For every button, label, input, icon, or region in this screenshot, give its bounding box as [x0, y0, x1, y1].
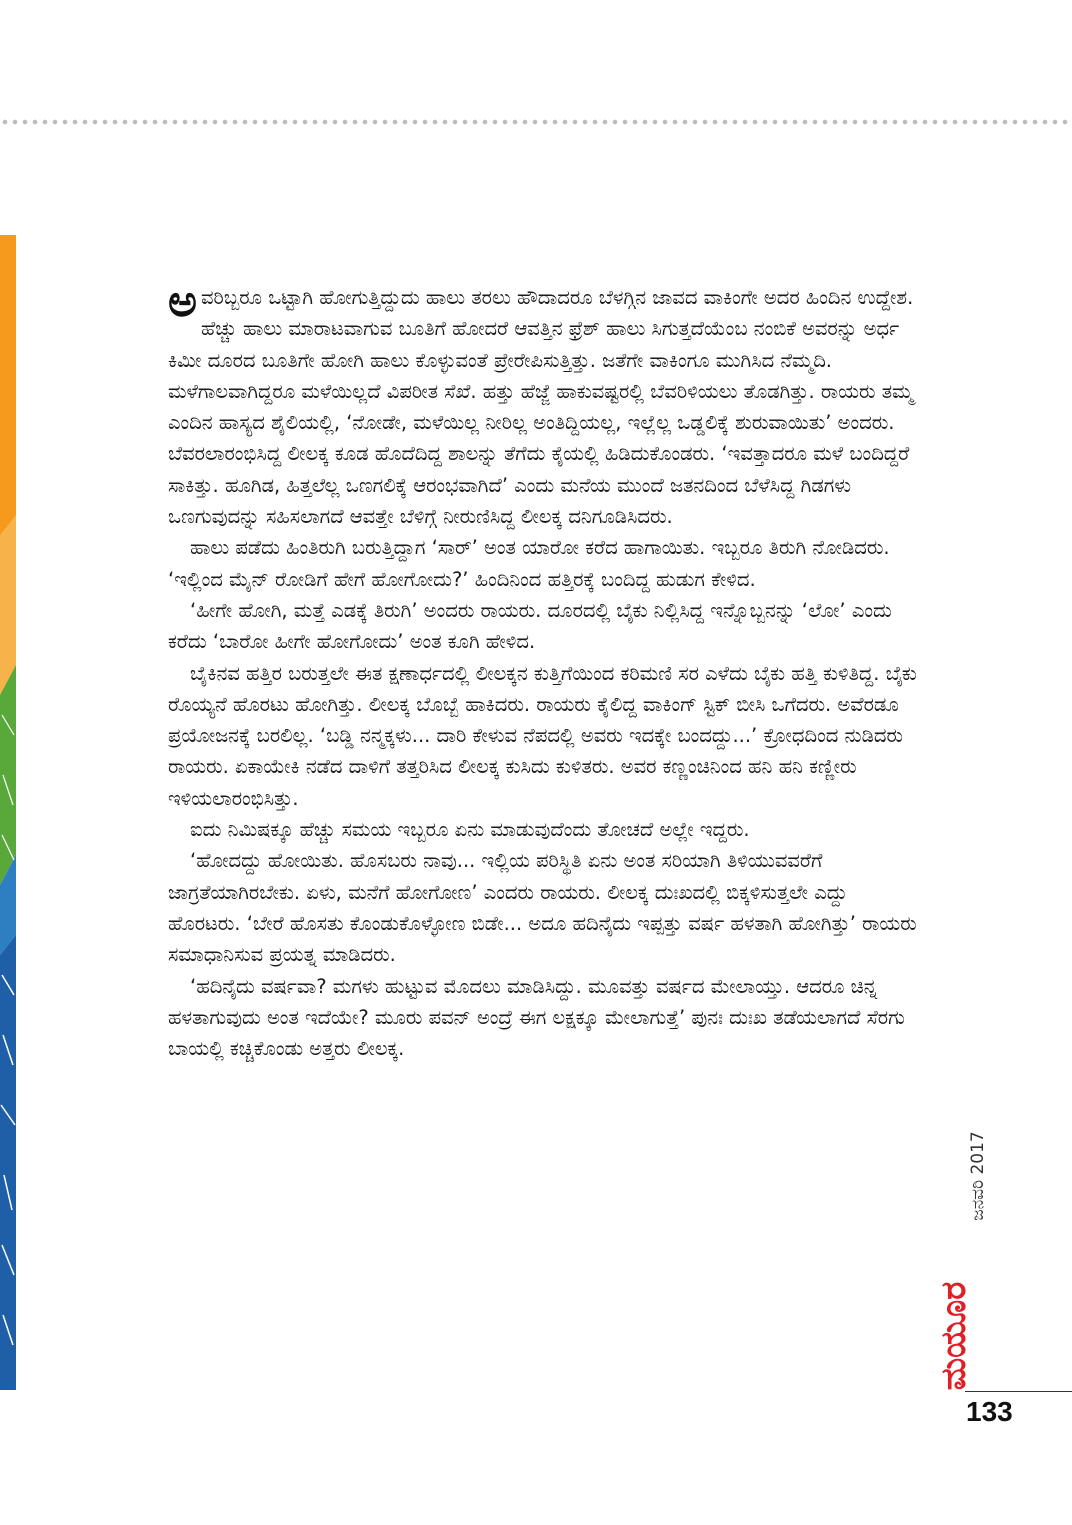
paragraph: ‘ಹೀಗೇ ಹೋಗಿ, ಮತ್ತೆ ಎಡಕ್ಕೆ ತಿರುಗಿ’ ಅಂದರು ರಾಯರು. ದೂರದಲ್ಲಿ ಬೈಕು ನಿಲ್ಲಿಸಿದ್ದ ಇನ್ನೊಬ್ಬನನ್ನು ‘ಲೋ’ ಎಂದು ಕರೆದು ‘ಬಾರೋ ಹೀಗೇ ಹೋಗೋದು’ ಅಂತ ಕೂಗಿ ಹೇಳಿದ. [168, 598, 892, 654]
issue-date: ಜನವರಿ 2017 [968, 1131, 988, 1221]
side-decoration [0, 235, 16, 1390]
paragraph: ‘ಹದಿನೈದು ವರ್ಷವಾ? ಮಗಳು ಹುಟ್ಟುವ ಮೊದಲು ಮಾಡಿಸಿದ್ದು. ಮೂವತ್ತು ವರ್ಷದ ಮೇಲಾಯ್ತು. ಆದರೂ ಚಿನ್ನ ಹಳತಾಗುವುದು ಅಂತ ಇದೆಯೇ? ಮೂರು ಪವನ್ ಅಂದ್ರೆ ಈಗ ಲಕ್ಷಕ್ಕೂ ಮೇಲಾಗುತ್ತೆ’ ಪುನಃ ದುಃಖ ತಡೆಯಲಾಗದೆ ಸೆರಗು ಬಾಯಲ್ಲಿ ಕಚ್ಚಿಕೊಂಡು ಅತ್ತರು ಲೀಲಕ್ಕ. [168, 974, 905, 1061]
paragraph: ಬೈಕಿನವ ಹತ್ತಿರ ಬರುತ್ತಲೇ ಈತ ಕ್ಷಣಾರ್ಧದಲ್ಲಿ ಲೀಲಕ್ಕನ ಕುತ್ತಿಗೆಯಿಂದ ಕರಿಮಣಿ ಸರ ಎಳೆದು ಬೈಕು ಹತ್ತಿ ಕುಳಿತಿದ್ದ. ಬೈಕು ರೊಯ್ಯನೆ ಹೊರಟು ಹೋಗಿತ್ತು. ಲೀಲಕ್ಕ ಬೊಬ್ಬೆ ಹಾಕಿದರು. ರಾಯರು ಕೈಲಿದ್ದ ವಾಕಿಂಗ್ ಸ್ಟಿಕ್ ಬೀಸಿ ಒಗೆದರು. ಅವೆರಡೂ ಪ್ರಯೋಜನಕ್ಕೆ ಬರಲಿಲ್ಲ. ‘ಬಡ್ಡಿ ನನ್ಮಕ್ಕಳು... ದಾರಿ ಕೇಳುವ ನೆಪದಲ್ಲಿ ಅವರು ಇದಕ್ಕೇ ಬಂದದ್ದು...’ ಕ್ರೋಧದಿಂದ ನುಡಿದರು ರಾಯರು. ಏಕಾಯೇಕಿ ನಡೆದ ದಾಳಿಗೆ ತತ್ತರಿಸಿದ ಲೀಲಕ್ಕ ಕುಸಿದು ಕುಳಿತರು. ಅವರ ಕಣ್ಣಂಚಿನಿಂದ ಹನಿ ಹನಿ ಕಣ್ಣೀರು ಇಳಿಯಲಾರಂಭಿಸಿತ್ತು. [168, 661, 917, 810]
magazine-logo: ಮಯೂರ [934, 1281, 974, 1391]
paragraph: ‘ಹೋದದ್ದು ಹೋಯಿತು. ಹೊಸಬರು ನಾವು... ಇಲ್ಲಿಯ ಪರಿಸ್ಥಿತಿ ಏನು ಅಂತ ಸರಿಯಾಗಿ ತಿಳಿಯುವವರೆಗೆ ಜಾಗ್ರತೆಯಾಗಿರಬೇಕು. ಏಳು, ಮನೆಗೆ ಹೋಗೋಣ’ ಎಂದರು ರಾಯರು. ಲೀಲಕ್ಕ ದುಃಖದಲ್ಲಿ ಬಿಕ್ಕಳಿಸುತ್ತಲೇ ಎದ್ದು ಹೊರಟರು. ‘ಬೇರೆ ಹೊಸತು ಕೊಂಡುಕೊಳ್ಳೋಣ ಬಿಡೇ... ಅದೂ ಹದಿನೈದು ಇಪ್ಪತ್ತು ವರ್ಷ ಹಳತಾಗಿ ಹೋಗಿತ್ತು’ ರಾಯರು ಸಮಾಧಾನಿಸುವ ಪ್ರಯತ್ನ ಮಾಡಿದರು. [168, 849, 917, 967]
paragraph-text: ವರಿಬ್ಬರೂ ಒಟ್ಟಾಗಿ ಹೋಗುತ್ತಿದ್ದುದು ಹಾಲು ತರಲು ಹೌದಾದರೂ ಬೆಳಗ್ಗಿನ ಜಾವದ ವಾಕಿಂಗೇ ಅದರ ಹಿಂದಿನ ಉದ್ದೇಶ. ಹೆಚ್ಚು ಹಾಲು ಮಾರಾಟವಾಗುವ ಬೂತಿಗೆ ಹೋದರೆ ಆವತ್ತಿನ ಫ್ರೆಶ್ ಹಾಲು ಸಿಗುತ್ತದೆಯೆಂಬ ನಂಬಿಕೆ ಅವರನ್ನು ಅರ್ಧ ಕಿಮೀ ದೂರದ ಬೂತಿಗೇ ಹೋಗಿ ಹಾಲು ಕೊಳ್ಳುವಂತೆ ಪ್ರೇರೇಪಿಸುತ್ತಿತ್ತು. ಜತೆಗೇ ವಾಕಿಂಗೂ ಮುಗಿಸಿದ ನೆಮ್ಮದಿ. ಮಳೆಗಾಲವಾಗಿದ್ದರೂ ಮಳೆಯಿಲ್ಲದೆ ವಿಪರೀತ ಸೆಖೆ. ಹತ್ತು ಹೆಜ್ಜೆ ಹಾಕುವಷ್ಟರಲ್ಲಿ ಬೆವರಿಳಿಯಲು ತೊಡಗಿತ್ತು. ರಾಯರು ತಮ್ಮ ಎಂದಿನ ಹಾಸ್ಯದ ಶೈಲಿಯಲ್ಲಿ, ‘ನೋಡೇ, ಮಳೆಯಿಲ್ಲ ನೀರಿಲ್ಲ ಅಂತಿದ್ದಿಯಲ್ಲ, ಇಲ್ಲೆಲ್ಲ ಒಡ್ಡಲಿಕ್ಕೆ ಶುರುವಾಯಿತು’ ಅಂದರು. ಬೆವರಲಾರಂಭಿಸಿದ್ದ ಲೀಲಕ್ಕ ಕೂಡ ಹೊದೆದಿದ್ದ ಶಾಲನ್ನು ತೆಗೆದು ಕೈಯಲ್ಲಿ ಹಿಡಿದುಕೊಂಡರು. ‘ಇವತ್ತಾದರೂ ಮಳೆ ಬಂದಿದ್ದರೆ ಸಾಕಿತ್ತು. ಹೂಗಿಡ, ಹಿತ್ತಲೆಲ್ಲ ಒಣಗಲಿಕ್ಕೆ ಆರಂಭವಾಗಿದೆ’ ಎಂದು ಮನೆಯ ಮುಂದೆ ಜತನದಿಂದ ಬೆಳೆಸಿದ್ದ ಗಿಡಗಳು ಒಣಗುವುದನ್ನು ಸಹಿಸಲಾಗದೆ ಆವತ್ತೇ ಬೆಳಿಗ್ಗೆ ನೀರುಣಿಸಿದ್ದ ಲೀಲಕ್ಕ ದನಿಗೂಡಿಸಿದರು. [168, 286, 914, 529]
page-number: 133 [966, 1396, 1013, 1427]
masthead [934, 1120, 1020, 1391]
paragraph: ಐದು ನಿಮಿಷಕ್ಕೂ ಹೆಚ್ಚು ಸಮಯ ಇಬ್ಬರೂ ಏನು ಮಾಡುವುದೆಂದು ತೋಚದೆ ಅಲ್ಲೇ ಇದ್ದರು. [190, 818, 750, 842]
dropcap: ಅ [168, 276, 197, 327]
page-rule [965, 1391, 1072, 1392]
article-body [168, 276, 920, 1064]
paragraph [168, 276, 920, 532]
paragraph: ಹಾಲು ಪಡೆದು ಹಿಂತಿರುಗಿ ಬರುತ್ತಿದ್ದಾಗ ‘ಸಾರ್’ ಅಂತ ಯಾರೋ ಕರೆದ ಹಾಗಾಯಿತು. ಇಬ್ಬರೂ ತಿರುಗಿ ನೋಡಿದರು. ‘ಇಲ್ಲಿಂದ ಮೈನ್ ರೋಡಿಗೆ ಹೇಗೆ ಹೋಗೋದು?’ ಹಿಂದಿನಿಂದ ಹತ್ತಿರಕ್ಕೆ ಬಂದಿದ್ದ ಹುಡುಗ ಕೇಳಿದ. [168, 536, 890, 591]
dotted-divider [0, 118, 1072, 126]
